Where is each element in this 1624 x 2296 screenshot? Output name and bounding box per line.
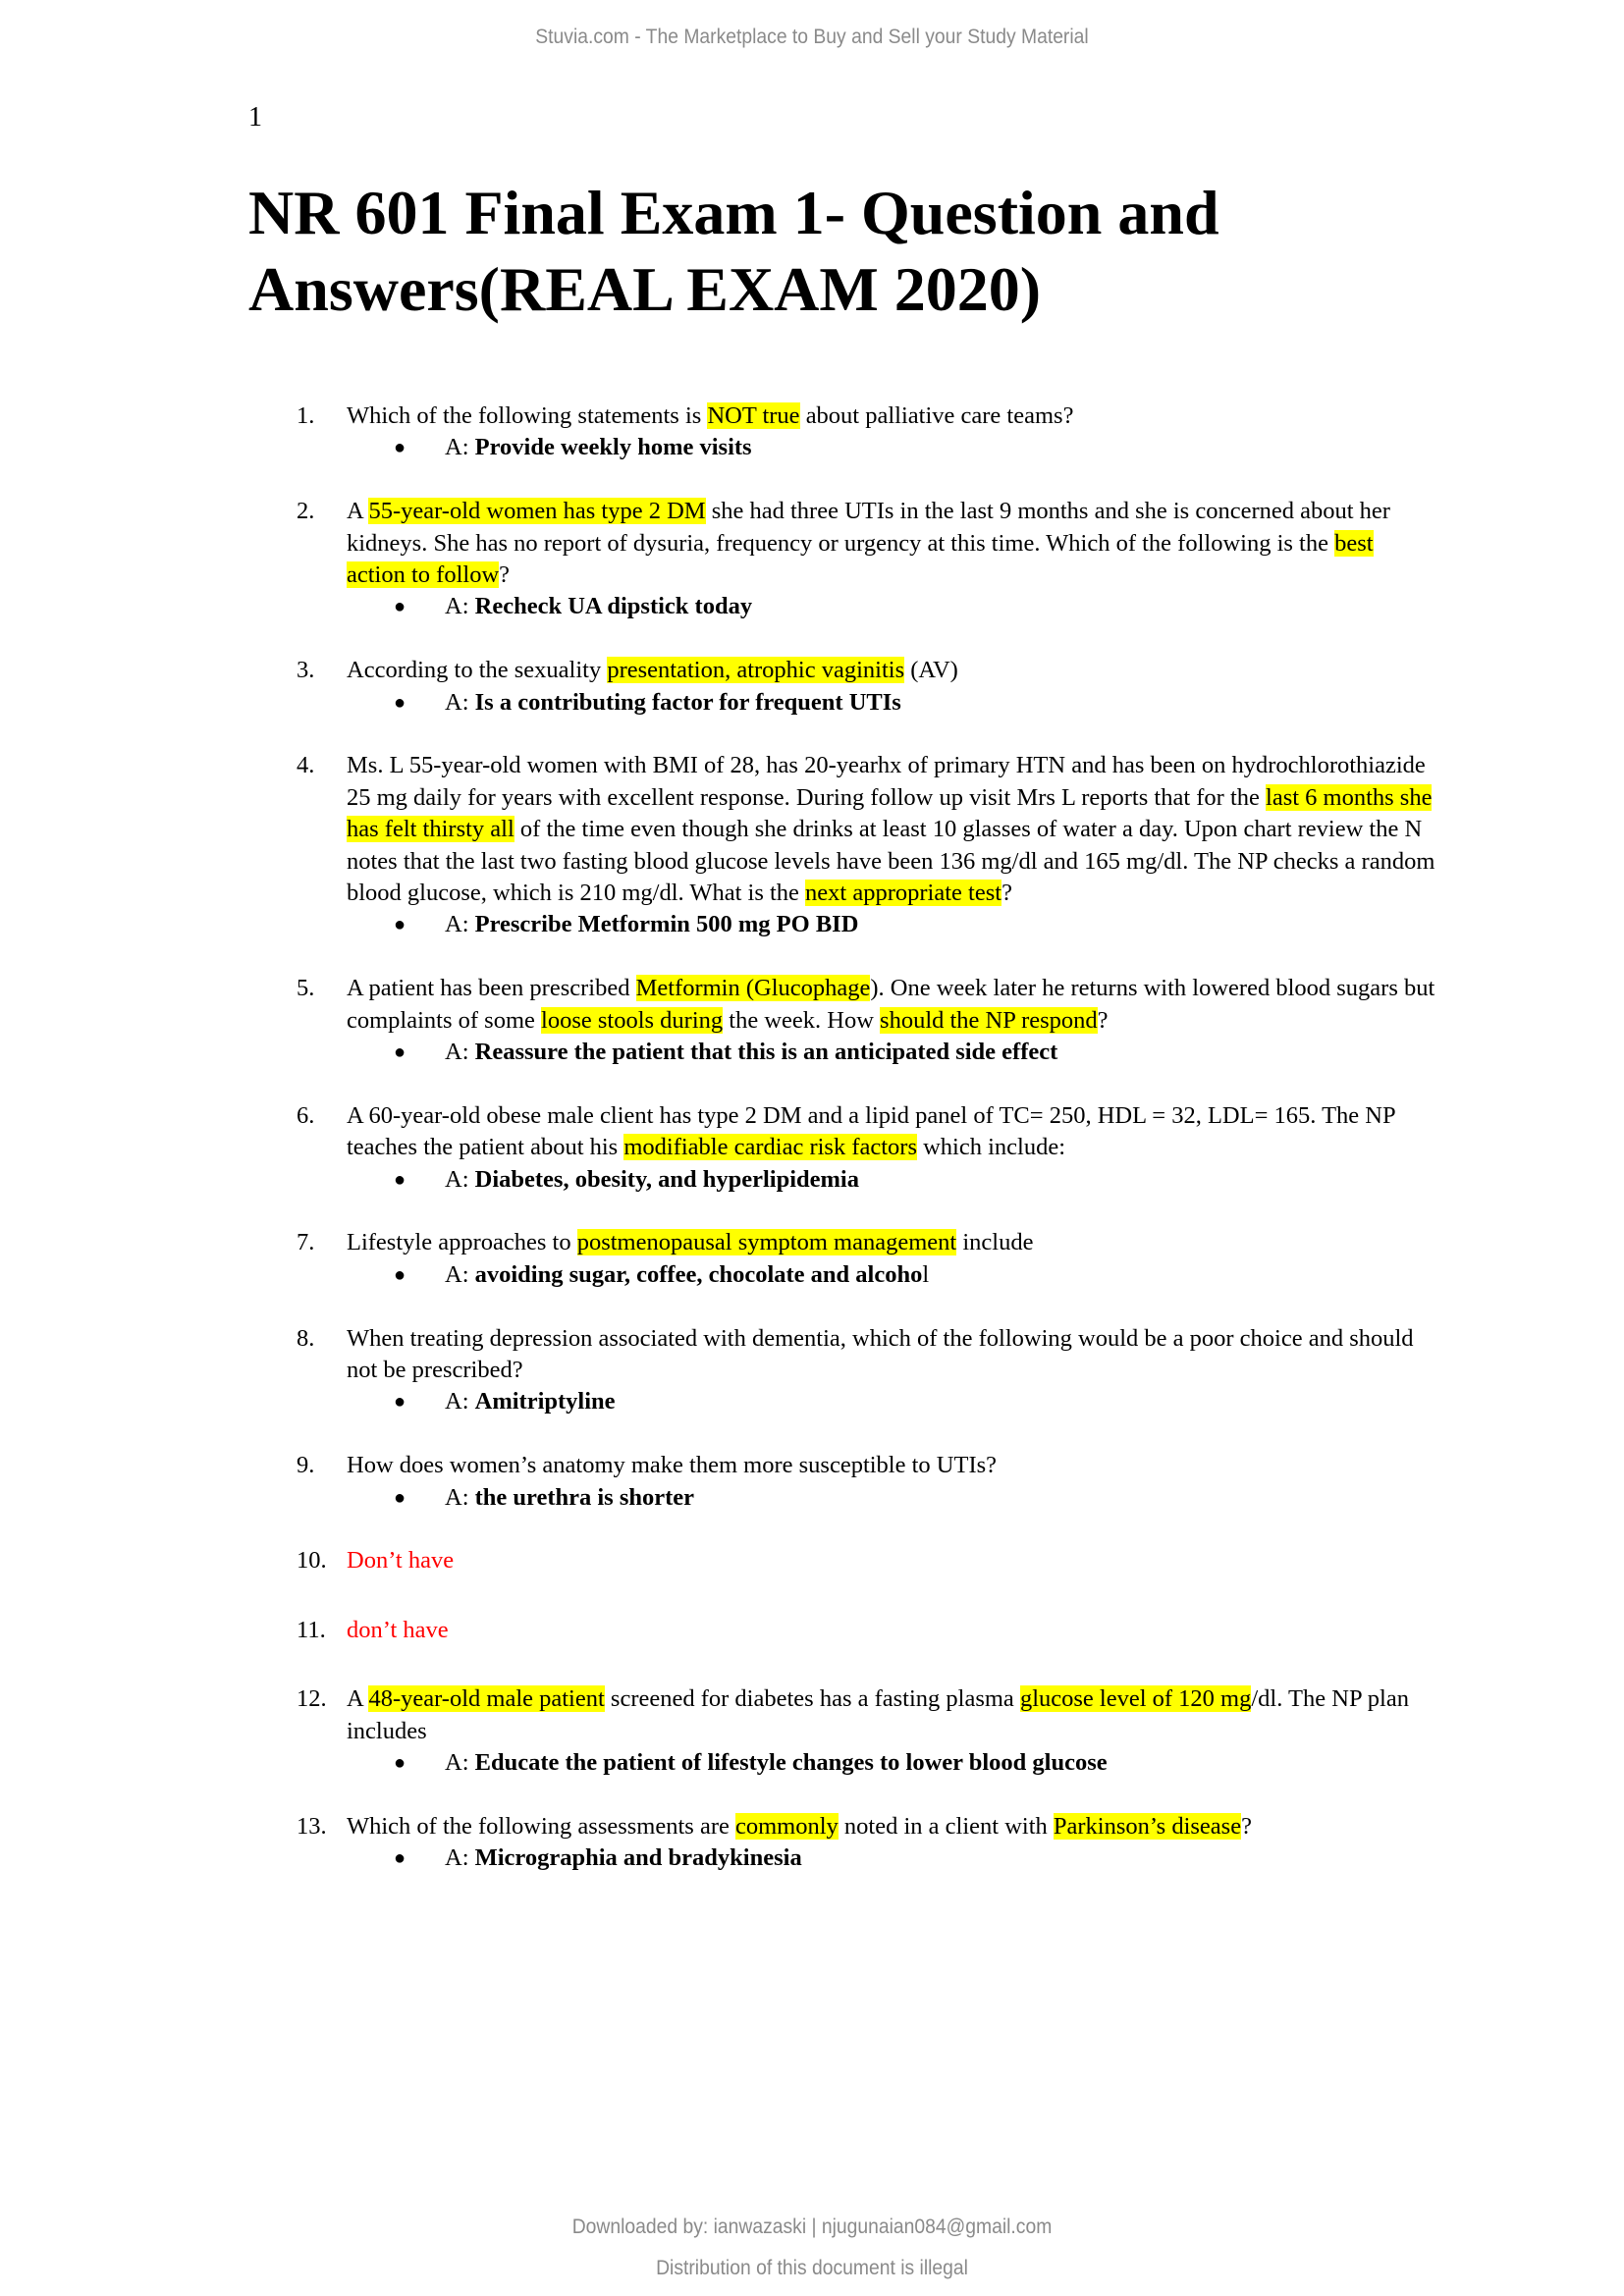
- bullet-icon: ●: [394, 1391, 406, 1414]
- question-text-segment: A: [347, 498, 369, 525]
- question-item: [0, 1545, 1624, 1576]
- highlighted-text: postmenopausal symptom management: [576, 1229, 957, 1256]
- answer-value: Micrographia and bradykinesia: [474, 1844, 802, 1872]
- question-text: [347, 655, 1436, 686]
- answer-row: [0, 909, 1624, 940]
- question-text: [347, 1683, 1436, 1747]
- question-number: 11.: [297, 1616, 326, 1643]
- answer-prefix: A:: [445, 1844, 475, 1872]
- highlighted-text: NOT true: [707, 402, 800, 429]
- question-text: [347, 1100, 1436, 1164]
- answer-prefix: A:: [445, 1165, 475, 1193]
- question-text: [347, 1227, 1436, 1258]
- answer-row: [0, 1482, 1624, 1514]
- question-text: [347, 1545, 1436, 1576]
- question-number: 8.: [297, 1324, 315, 1352]
- question-text-segment: ?: [1097, 1006, 1109, 1034]
- question-text-segment: which include:: [916, 1134, 1066, 1161]
- highlighted-text: next appropriate test: [805, 880, 1002, 907]
- highlighted-text: best action to follow: [347, 529, 1374, 589]
- bullet-icon: ●: [394, 1041, 406, 1064]
- question-text-segment: Ms. L 55-year-old women with BMI of 28, has 20-yearhx of primary HTN and has been on hydrochlorothiazide 25 mg daily for years with excellent response. During follow up visit Mrs L reports that for the: [347, 752, 1426, 811]
- bullet-icon: ●: [394, 1168, 406, 1191]
- answer-text: [445, 1482, 1624, 1514]
- question-item: [0, 496, 1624, 623]
- question-number: 9.: [297, 1452, 315, 1479]
- answer-row: [0, 1386, 1624, 1417]
- answer-prefix: A:: [445, 434, 475, 461]
- bullet-icon: ●: [394, 691, 406, 714]
- question-text: [347, 496, 1436, 591]
- answer-row: [0, 687, 1624, 719]
- question-text-segment: /dl. The NP plan includes: [347, 1685, 1409, 1744]
- highlighted-text: should the NP respond: [880, 1006, 1098, 1034]
- question-text-segment: Which of the following statements is: [347, 402, 708, 429]
- highlighted-text: commonly: [734, 1812, 839, 1840]
- highlighted-text: glucose level of 120 mg: [1019, 1685, 1252, 1713]
- missing-question-note: Don’t have: [347, 1547, 455, 1575]
- question-text-segment: ?: [1241, 1812, 1252, 1840]
- question-item: [0, 1323, 1624, 1418]
- question-number: 5.: [297, 975, 315, 1002]
- footer-downloaded-by: Downloaded by: ianwazaski | njugunaian084@gmail.com: [571, 2216, 1053, 2238]
- answer-value: Recheck UA dipstick today: [474, 593, 753, 620]
- highlighted-text: loose stools during: [541, 1006, 724, 1034]
- answer-text: [445, 1386, 1624, 1417]
- question-text-segment: A: [347, 1685, 369, 1713]
- question-text-segment: about palliative care teams?: [799, 402, 1074, 429]
- question-item: [0, 1227, 1624, 1291]
- answer-prefix: A:: [445, 1483, 475, 1511]
- question-text-segment: A patient has been prescribed: [347, 975, 636, 1002]
- question-text: [347, 400, 1436, 432]
- bullet-icon: ●: [394, 1847, 406, 1870]
- answer-prefix: A:: [445, 593, 475, 620]
- bullet-icon: ●: [394, 914, 406, 936]
- question-item: [0, 750, 1624, 940]
- highlighted-text: 48-year-old male patient: [368, 1685, 605, 1713]
- question-text: [347, 750, 1436, 909]
- question-number: 2.: [297, 498, 315, 525]
- question-text-segment: she had three UTIs in the last 9 months and she is concerned about her kidneys. She has no report of dysuria, frequency or urgency at this time. Which of the following is the: [347, 498, 1390, 557]
- answer-row: [0, 1164, 1624, 1196]
- question-text: [347, 1450, 1436, 1481]
- answer-text: [445, 1747, 1624, 1779]
- question-text: [347, 1323, 1436, 1387]
- bullet-icon: ●: [394, 1752, 406, 1775]
- bullet-icon: ●: [394, 1486, 406, 1509]
- question-number: 12.: [297, 1685, 327, 1713]
- bullet-icon: ●: [394, 596, 406, 618]
- question-item: [0, 655, 1624, 719]
- page-number: 1: [248, 102, 262, 133]
- answer-text: [445, 1037, 1624, 1068]
- question-text-segment: ?: [499, 561, 511, 589]
- question-number: 6.: [297, 1101, 315, 1129]
- title-line-2: Answers(REAL EXAM 2020): [248, 254, 1042, 324]
- missing-question-note: don’t have: [347, 1616, 449, 1643]
- question-number: 10.: [297, 1547, 327, 1575]
- question-text-segment: include: [956, 1229, 1034, 1256]
- answer-tail: l: [922, 1260, 930, 1288]
- answer-text: [445, 687, 1624, 719]
- question-list: [0, 400, 1624, 1906]
- title-line-1: NR 601 Final Exam 1- Question and: [248, 178, 1219, 247]
- answer-prefix: A:: [445, 1388, 475, 1415]
- answer-row: [0, 1037, 1624, 1068]
- answer-value: Provide weekly home visits: [474, 434, 752, 461]
- question-item: [0, 1615, 1624, 1646]
- answer-value: Is a contributing factor for frequent UTIs: [474, 688, 901, 716]
- question-number: 7.: [297, 1229, 315, 1256]
- question-text-segment: According to the sexuality: [347, 657, 608, 684]
- question-text-segment: the week. How: [723, 1006, 881, 1034]
- question-item: [0, 1100, 1624, 1196]
- answer-value: avoiding sugar, coffee, chocolate and alcoho: [474, 1260, 923, 1288]
- highlighted-text: Parkinson’s disease: [1053, 1812, 1242, 1840]
- question-text-segment: of the time even though she drinks at least 10 glasses of water a day. Upon chart review the N notes that the last two fasting blood glucose levels have been 136 mg/dl and 165 mg/dl. The NP checks a random blood glucose, which is 210 mg/dl. What is the: [347, 816, 1435, 907]
- question-text: [347, 973, 1436, 1037]
- question-number: 4.: [297, 752, 315, 779]
- answer-text: [445, 1259, 1624, 1291]
- question-number: 13.: [297, 1812, 327, 1840]
- answer-row: [0, 591, 1624, 622]
- answer-text: [445, 1842, 1624, 1874]
- question-text-segment: ?: [1001, 880, 1012, 907]
- highlighted-text: Metformin (Glucophage: [635, 975, 871, 1002]
- question-number: 3.: [297, 657, 315, 684]
- answer-value: Reassure the patient that this is an anticipated side effect: [474, 1039, 1058, 1066]
- answer-row: [0, 1842, 1624, 1874]
- answer-value: Diabetes, obesity, and hyperlipidemia: [474, 1165, 859, 1193]
- question-item: [0, 1683, 1624, 1779]
- question-text-segment: When treating depression associated with dementia, which of the following would be a poor choice and should not be prescribed?: [347, 1324, 1414, 1384]
- header-watermark: Stuvia.com - The Marketplace to Buy and Sell your Study Material: [535, 26, 1089, 48]
- highlighted-text: 55-year-old women has type 2 DM: [368, 498, 706, 525]
- answer-prefix: A:: [445, 1039, 475, 1066]
- answer-text: [445, 909, 1624, 940]
- question-text-segment: ). One week later he returns with lowered blood sugars but complaints of some: [347, 975, 1435, 1034]
- highlighted-text: last 6 months she has felt thirsty all: [347, 783, 1433, 843]
- question-number: 1.: [297, 402, 315, 429]
- answer-text: [445, 432, 1624, 463]
- question-item: [0, 1811, 1624, 1875]
- question-item: [0, 973, 1624, 1068]
- question-text-segment: Which of the following assessments are: [347, 1812, 735, 1840]
- question-text-segment: noted in a client with: [838, 1812, 1054, 1840]
- question-text-segment: How does women’s anatomy make them more susceptible to UTIs?: [347, 1452, 998, 1479]
- answer-row: [0, 1259, 1624, 1291]
- answer-value: the urethra is shorter: [474, 1483, 695, 1511]
- question-text-segment: screened for diabetes has a fasting plasma: [604, 1685, 1020, 1713]
- question-item: [0, 1450, 1624, 1514]
- bullet-icon: ●: [394, 437, 406, 459]
- answer-prefix: A:: [445, 1749, 475, 1777]
- answer-prefix: A:: [445, 911, 475, 938]
- question-text-segment: Lifestyle approaches to: [347, 1229, 577, 1256]
- highlighted-text: presentation, atrophic vaginitis: [607, 657, 905, 684]
- answer-value: Educate the patient of lifestyle changes to lower blood glucose: [474, 1749, 1108, 1777]
- answer-row: [0, 1747, 1624, 1779]
- question-text-segment: A 60-year-old obese male client has type 2 DM and a lipid panel of TC= 250, HDL = 32, LDL= 165. The NP teaches the patient about his: [347, 1101, 1395, 1161]
- answer-text: [445, 591, 1624, 622]
- highlighted-text: modifiable cardiac risk factors: [623, 1134, 917, 1161]
- answer-prefix: A:: [445, 1260, 475, 1288]
- question-text: [347, 1615, 1436, 1646]
- answer-text: [445, 1164, 1624, 1196]
- document-title: [248, 175, 1427, 328]
- answer-value: Prescribe Metformin 500 mg PO BID: [474, 911, 859, 938]
- answer-prefix: A:: [445, 688, 475, 716]
- footer-distribution-notice: Distribution of this document is illegal: [656, 2257, 968, 2279]
- answer-row: [0, 432, 1624, 463]
- answer-value: Amitriptyline: [474, 1388, 616, 1415]
- question-text-segment: (AV): [904, 657, 958, 684]
- question-item: [0, 400, 1624, 464]
- bullet-icon: ●: [394, 1263, 406, 1286]
- question-text: [347, 1811, 1436, 1842]
